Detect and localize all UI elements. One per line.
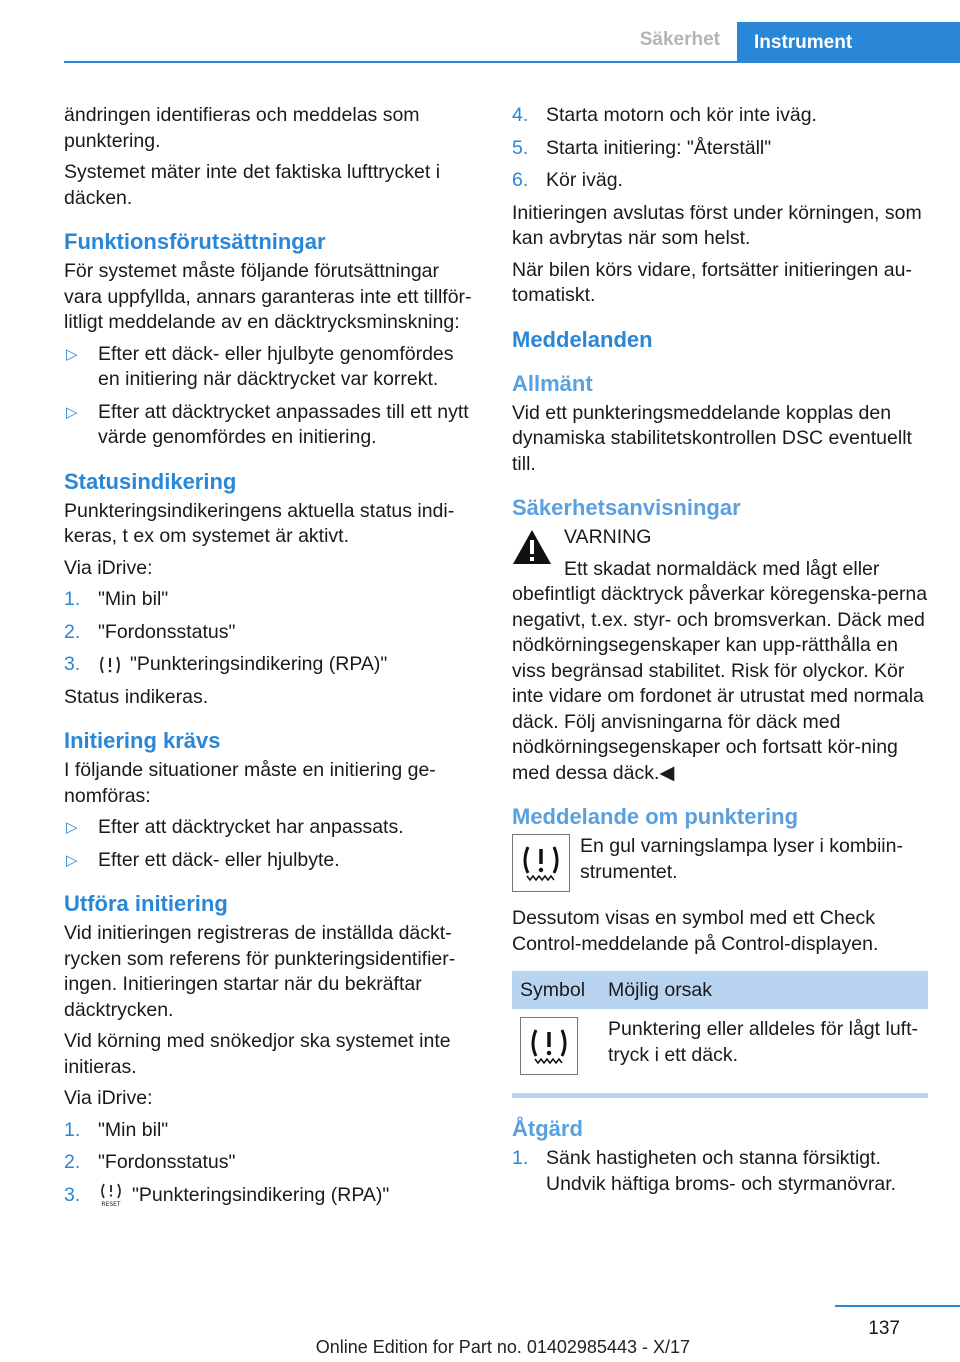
list-item: 2. "Fordonsstatus" bbox=[64, 620, 236, 643]
list-item: ▷ Efter att däcktrycket har anpassats. bbox=[64, 815, 480, 841]
heading-meddelanden: Meddelanden bbox=[512, 326, 653, 352]
left-column bbox=[64, 103, 480, 1215]
table-bottom-rule bbox=[512, 1093, 928, 1098]
list-item: 4. Starta motorn och kör inte iväg. bbox=[512, 104, 817, 126]
list-item: 3. RESET "Punkteringsindikering (RPA)" bbox=[64, 1183, 390, 1208]
paragraph: Via iDrive: bbox=[64, 1087, 153, 1109]
paragraph: Vid körning med snökedjor ska systemet inte initieras. bbox=[64, 1030, 451, 1078]
paragraph: I följande situationer måste en initiering ge‐nomföras: bbox=[64, 759, 436, 807]
page-header bbox=[0, 0, 960, 62]
list-item: ▷ Efter ett däck- eller hjulbyte. bbox=[64, 848, 480, 874]
warning-text: obefintligt däcktryck påverkar köregenska‐perna negativt, t.ex. styr- och bromsverkan. Däck med nödkörningsegenskaper kan upp‐rätthålla en viss begränsad stabilitet. Risk för olyckor. Kör inte vidare om fordonet är utrustat med normala däck. Följ anvisningarna för däck med nödkörningsegenskaper och fortsatt kör‐ning med dessa däck.◀ bbox=[512, 583, 928, 784]
bullet-list bbox=[64, 815, 480, 873]
list-item: 1. "Min bil" bbox=[64, 1118, 169, 1141]
symbol-table bbox=[512, 971, 928, 1093]
numbered-list bbox=[512, 1146, 932, 1197]
heading-funktionsforutsattningar: Funktionsförutsättningar bbox=[64, 229, 326, 254]
heading-allmant: Allmänt bbox=[512, 370, 593, 396]
list-item: 2. "Fordonsstatus" bbox=[64, 1151, 236, 1173]
warning-triangle-icon bbox=[512, 529, 552, 565]
list-item: ▷ Efter ett däck- eller hjulbyte genomfördes en initiering när däcktrycket var korrekt. bbox=[66, 342, 454, 390]
heading-sakerhetsanvisningar: Säkerhetsanvisningar bbox=[512, 495, 741, 520]
bullet-list bbox=[64, 342, 480, 451]
heading-utfora-initiering: Utföra initiering bbox=[64, 891, 228, 916]
triangle-bullet-icon: ▷ bbox=[66, 403, 78, 421]
triangle-bullet-icon: ▷ bbox=[66, 851, 78, 869]
page-number: 137 bbox=[868, 1318, 900, 1339]
paragraph: Vid ett punkteringsmeddelande kopplas den dynamiska stabilitetskontrollen DSC eventuellt till. bbox=[512, 401, 912, 475]
paragraph: Systemet mäter inte det faktiska lufttrycket i däcken. bbox=[64, 161, 441, 209]
list-item: 1. "Min bil" bbox=[64, 588, 169, 610]
table-header-symbol: Symbol bbox=[512, 971, 600, 1009]
warning-text: Ett skadat normaldäck med lågt eller bbox=[564, 557, 880, 580]
tire-warning-icon bbox=[98, 655, 122, 675]
warning-block bbox=[512, 525, 932, 786]
svg-text:RESET: RESET bbox=[101, 1201, 121, 1208]
chapter-tab: Instrument bbox=[737, 22, 960, 62]
table-header-cause: Möjlig orsak bbox=[600, 971, 928, 1009]
list-item: 5. Starta initiering: "Återställ" bbox=[512, 136, 772, 159]
tire-pressure-lamp-icon bbox=[512, 834, 570, 892]
paragraph: När bilen körs vidare, fortsätter initieringen au‐tomatiskt. bbox=[512, 258, 912, 306]
numbered-list bbox=[512, 103, 932, 194]
paragraph: Status indikeras. bbox=[64, 685, 209, 708]
list-item: 6. Kör iväg. bbox=[512, 169, 623, 191]
table-row bbox=[512, 1009, 928, 1093]
triangle-bullet-icon: ▷ bbox=[66, 819, 78, 836]
header-rule bbox=[64, 61, 960, 63]
edition-note: Online Edition for Part no. 01402985443 - X/17 bbox=[315, 1337, 690, 1357]
paragraph: Vid initieringen registreras de inställda däckt‐rycken som referens för punkteringsidentifier‐ingen. Initieringen startar när du bekräftar däcktrycken. bbox=[64, 922, 456, 1021]
numbered-list bbox=[64, 587, 480, 678]
paragraph: Via iDrive: bbox=[64, 556, 153, 579]
paragraph: Punkteringsindikeringens aktuella status indi‐keras, t ex om systemet är aktivt. bbox=[64, 499, 455, 547]
list-item: 3. "Punkteringsindikering (RPA)" bbox=[64, 653, 388, 675]
table-cell-cause: Punktering eller alldeles för lågt luft‐tryck i ett däck. bbox=[608, 1018, 918, 1066]
list-item: ▷ Efter att däcktrycket anpassades till ett nytt värde genomfördes en initiering. bbox=[66, 400, 469, 448]
heading-initiering-kravs: Initiering krävs bbox=[64, 728, 221, 753]
right-column bbox=[512, 103, 932, 1204]
list-item: 1. Sänk hastigheten och stanna försiktigt. Undvik häftiga broms- och styrmanövrar. bbox=[512, 1147, 897, 1195]
section-label: Säkerhet bbox=[639, 29, 720, 50]
tire-pressure-symbol-icon bbox=[520, 1017, 578, 1075]
indicator-row bbox=[512, 834, 932, 892]
paragraph: För systemet måste följande förutsättningar vara uppfyllda, annars garanteras inte ett tillför‐litligt meddelande av en däcktrycksminskning: bbox=[64, 260, 472, 333]
heading-atgard: Åtgärd bbox=[512, 1116, 583, 1141]
footer-rule bbox=[835, 1305, 960, 1307]
paragraph: Dessutom visas en symbol med ett Check Control-meddelande på Control-displayen. bbox=[512, 907, 879, 955]
triangle-bullet-icon: ▷ bbox=[66, 345, 78, 363]
numbered-list bbox=[64, 1118, 480, 1209]
tire-reset-icon bbox=[98, 1183, 124, 1207]
paragraph: Initieringen avslutas först under körningen, som kan avbrytas när som helst. bbox=[512, 201, 922, 249]
paragraph: ändringen identifieras och meddelas som punktering. bbox=[64, 104, 420, 152]
heading-meddelande-om-punktering: Meddelande om punktering bbox=[512, 804, 799, 829]
warning-label: VARNING bbox=[564, 526, 652, 548]
paragraph: En gul varningslampa lyser i kombiin‐strumentet. bbox=[580, 835, 903, 883]
heading-statusindikering: Statusindikering bbox=[64, 468, 237, 494]
